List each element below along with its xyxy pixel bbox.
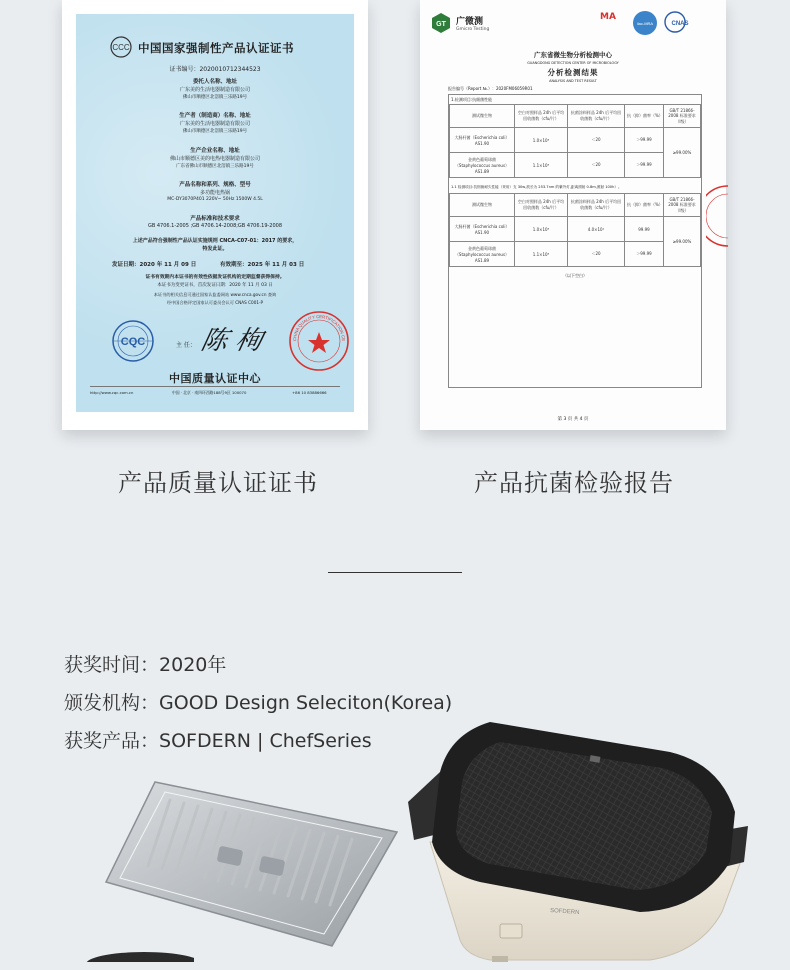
- report-caption: 产品抗菌检验报告: [474, 469, 674, 497]
- ilac-mra-badge-text: ilac-MRA: [636, 21, 654, 26]
- header-cell: 抗菌涂料样品 24h 后平均回收菌数（cfu/片）: [568, 105, 625, 128]
- steamer-tray-image: [100, 770, 400, 970]
- rate-cell: ＞99.99: [625, 242, 664, 267]
- rule-text: 上述产品符合强制性产品认证实施规则 CNCA-C07-01：2017 的要求，: [132, 238, 298, 244]
- ma-badge: MA: [600, 12, 616, 22]
- ccc-logo-icon: [110, 36, 132, 58]
- standard-heading: 产品标准和技术要求: [190, 216, 240, 222]
- blank-cell: 1.1×10⁵: [515, 242, 568, 267]
- ilac-mra-badge-icon: [632, 10, 658, 36]
- requirement-cell: ≥99.00%: [664, 217, 701, 267]
- electric-hot-pot-image: [400, 712, 760, 962]
- results-table-1: [449, 104, 701, 178]
- product-heading: 产品名称和系列、规格、型号: [179, 182, 251, 188]
- certificate-number: 证书编号：2020010712344523: [169, 66, 261, 73]
- table-header-row: [450, 194, 701, 217]
- validity-note: 证书有效期内本证书的有效性依据发证机构的定期监督获得保持。: [145, 275, 285, 280]
- certificate-paper: [76, 14, 354, 412]
- factory-name: 佛山市顺德区美的电热电器制造有限公司: [169, 156, 260, 162]
- table-row: [450, 242, 701, 267]
- issuer-name: 中国质量认证中心: [169, 372, 261, 385]
- blank-note: （以下空白）: [563, 273, 587, 278]
- award-product: SOFDERN | ChefSeries: [159, 730, 372, 752]
- seal-text: CHINA QUALITY CERTIFICATION CE: [291, 313, 347, 342]
- director-signature: [198, 320, 266, 357]
- footer-address: 中国 · 北京 · 南四环西路188号9区 100070: [172, 390, 247, 395]
- cqc-logo-text: CQC: [120, 336, 146, 348]
- table-header-row: [450, 105, 701, 128]
- report-title-en: ANALYSIS AND TEST RESULT: [549, 79, 597, 83]
- organism-cell: 大肠杆菌（Escherichia coli）AS1.90: [450, 217, 515, 242]
- sample-cell: 4.0×10¹: [568, 217, 625, 242]
- rule-text-2: 特发此证。: [202, 246, 228, 252]
- product-model: MC-DY3070P401 220V~ 50Hz 1500W 4.5L: [167, 197, 263, 202]
- header-cell: 测试微生物: [450, 105, 515, 128]
- header-cell: GB/T 21866-2008 标准要求（I级）: [664, 105, 701, 128]
- pot-brand-print: SOFDERN: [549, 908, 580, 917]
- svg-text:CCC: CCC: [112, 43, 130, 52]
- query-note-2: 经中国合格评定国家认可委员会认可 CNAS C001-P: [166, 300, 264, 305]
- certification-seal-icon: [288, 310, 350, 372]
- round-pot-edge-image: [84, 942, 194, 962]
- maker-address: 佛山市顺德区北滘镇三乐路19号: [182, 129, 248, 134]
- product-name: 多功能电热锅: [199, 190, 230, 196]
- blank-cell: 1.0×10⁵: [515, 128, 568, 153]
- award-org-label: 颁发机构：: [64, 692, 160, 714]
- certificate-caption: 产品质量认证证书: [118, 469, 318, 497]
- header-cell: 空白对照样品 24h 后平均回收菌数（cfu/片）: [515, 105, 568, 128]
- organism-cell: 大肠杆菌（Escherichia coli）AS1.90: [450, 128, 515, 153]
- svg-text:GT: GT: [436, 21, 446, 28]
- section-2-heading: 1.1 检测项目:抗细菌耐久性能（采用）支 30w,波长为 253.7nm 的紫外灯,距离照射 0.8m,照射 100h）。: [451, 185, 622, 189]
- report-page-number: 第 3 页 共 4 页: [557, 417, 589, 422]
- client-heading: 委托人名称、地址: [192, 79, 237, 85]
- ccc-certificate-image: [62, 0, 368, 430]
- change-date: 本证书为变更证书，首次发证日期：2020 年 11 月 03 日: [157, 283, 273, 288]
- organism-cell: 金黄色葡萄球菌（Staphylococcus aureus）AS1.89: [450, 153, 515, 178]
- maker-heading: 生产者（制造商）名称、地址: [179, 113, 251, 119]
- report-center-en: GUANGDONG DETECTION CENTER OF MICROBIOLOGY: [527, 61, 619, 65]
- header-cell: 抗（抑）菌率（%）: [625, 194, 664, 217]
- award-product-line: [64, 726, 372, 753]
- cqc-logo-icon: [106, 319, 160, 363]
- sample-cell: ＜20: [568, 128, 625, 153]
- table-row: [450, 217, 701, 242]
- award-year-line: [64, 650, 226, 677]
- issue-date: 发证日期：2020 年 11 月 09 日: [112, 262, 197, 268]
- expiry-date: 有效期至：2025 年 11 月 03 日: [220, 262, 305, 268]
- rate-cell: ＞99.99: [625, 153, 664, 178]
- award-org-line: [64, 688, 452, 715]
- header-cell: 测试微生物: [450, 194, 515, 217]
- standards: GB 4706.1-2005 ;GB 4706.14-2008;GB 4706.19-2008: [147, 223, 283, 229]
- factory-heading: 生产企业名称、地址: [190, 148, 240, 154]
- section-divider: [328, 572, 462, 573]
- blank-cell: 1.0×10⁵: [515, 217, 568, 242]
- certificate-title: 中国国家强制性产品认证证书: [138, 41, 294, 55]
- award-year-label: 获奖时间：: [64, 654, 160, 676]
- section-1-heading: 1.检测项目:抗细菌性能: [451, 97, 493, 102]
- header-cell: 空白对照样品 24h 后平均回收菌数（cfu/片）: [515, 194, 568, 217]
- gmicro-logo-icon: [430, 12, 452, 34]
- header-cell: 抗（抑）菌率（%）: [625, 105, 664, 128]
- factory-address: 广东省佛山市顺德区北滘镇三乐路19号: [176, 164, 254, 169]
- sample-cell: ＜20: [568, 242, 625, 267]
- rate-cell: ＞99.99: [625, 128, 664, 153]
- report-table-frame: [448, 94, 702, 388]
- footer-url: http://www.cqc.com.cn: [90, 390, 134, 395]
- award-org: GOOD Design Seleciton(Korea): [159, 692, 453, 714]
- award-year: 2020年: [159, 654, 227, 676]
- director-label: 主 任：: [176, 342, 196, 349]
- header-cell: 抗菌涂料样品 24h 后平均回收菌数（cfu/片）: [568, 194, 625, 217]
- header-cell: GB/T 21866-2008 标准要求（I级）: [664, 194, 701, 217]
- report-center: 广东省微生物分析检测中心: [534, 51, 612, 59]
- report-number: 报告编号（Report №.）：2020FM06059R01: [448, 86, 533, 91]
- award-product-label: 获奖产品：: [64, 730, 160, 752]
- cnas-badge-icon: [662, 10, 696, 36]
- sample-cell: ＜20: [568, 153, 625, 178]
- query-note-1: 本证书的相关信息可通过国家认监委网站 www.cnca.gov.cn 查询: [153, 292, 277, 297]
- client-address: 佛山市顺德区北滘镇三乐路19号: [182, 95, 248, 100]
- maker-name: 广东美的生活电器制造有限公司: [179, 121, 250, 127]
- antibacterial-report-image: [420, 0, 726, 430]
- rate-cell: 99.99: [625, 217, 664, 242]
- svg-text:CHINA QUALITY CERTIFICATION CE: [288, 310, 346, 341]
- report-brand: 广微测: [456, 17, 484, 27]
- cnas-badge-text: CNAS: [671, 21, 689, 27]
- footer-tel: +86 10 83886666: [292, 390, 327, 395]
- requirement-cell: ≥99.00%: [664, 128, 701, 178]
- blank-cell: 1.1×10⁵: [515, 153, 568, 178]
- partial-red-seal-icon: [706, 184, 728, 248]
- organism-cell: 金黄色葡萄球菌（Staphylococcus aureus）AS1.89: [450, 242, 515, 267]
- footer-rule: [90, 386, 340, 387]
- report-brand-en: Gmicro Testing: [456, 27, 490, 32]
- client-name: 广东美的生活电器制造有限公司: [179, 87, 250, 93]
- table-row: [450, 128, 701, 153]
- report-title: 分析检测结果: [547, 68, 599, 77]
- signature-text: 陈 栒: [198, 326, 265, 356]
- table-row: [450, 153, 701, 178]
- results-table-2: [449, 193, 701, 267]
